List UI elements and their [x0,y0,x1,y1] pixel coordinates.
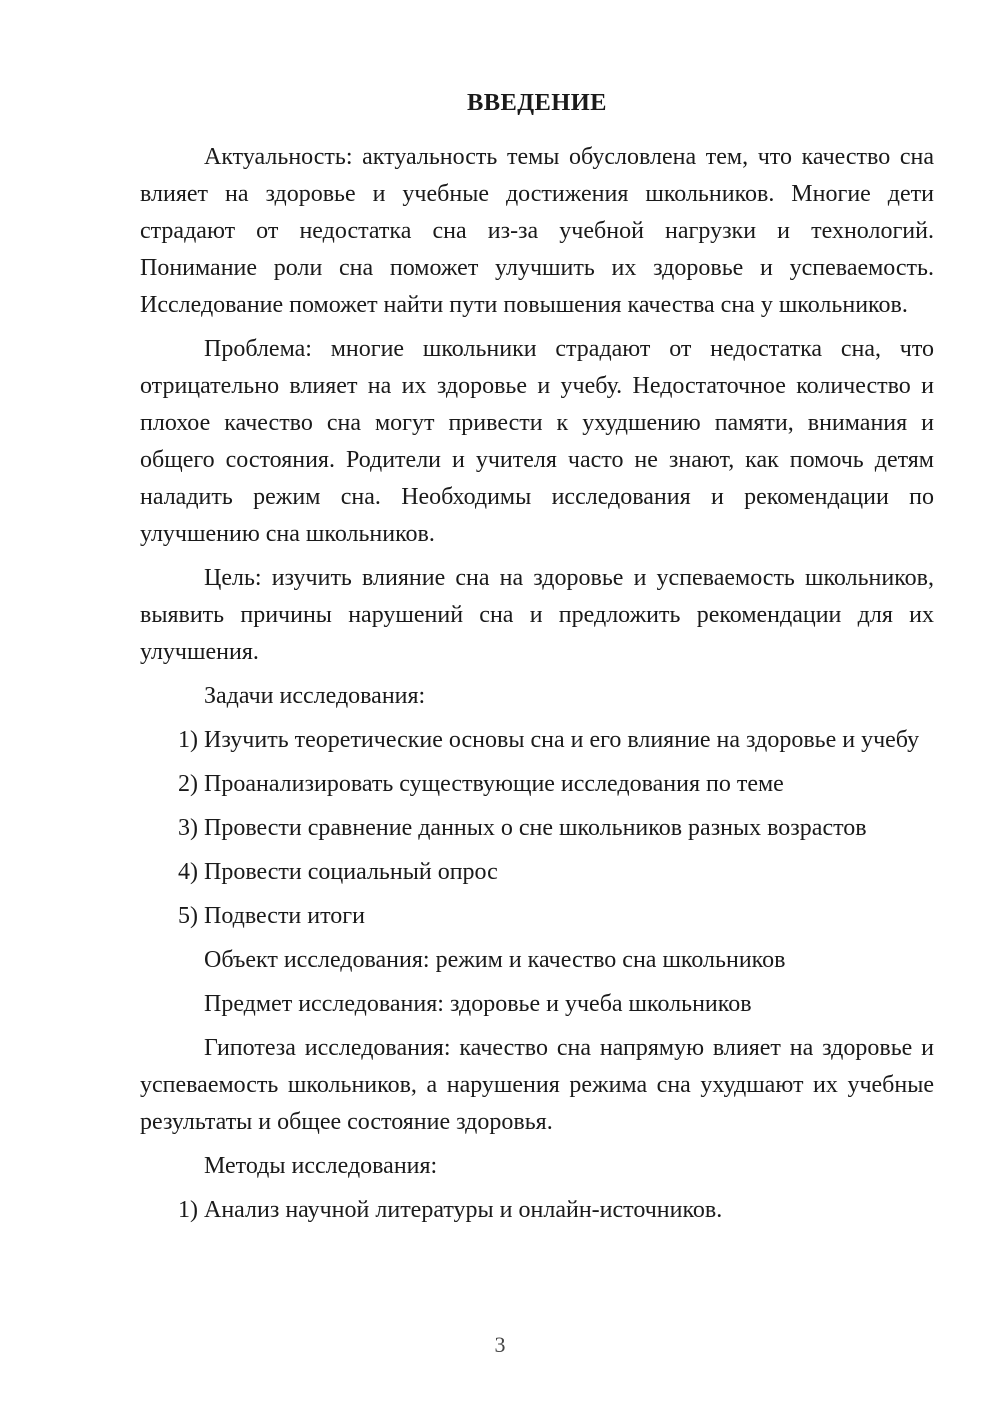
paragraph-hypothesis: Гипотеза исследования: качество сна напрямую влияет на здоровье и успеваемость школьников, а нарушения режима сна ухудшают их учебные результаты и общее состояние здоровья. [140,1035,934,1136]
page-number: 3 [494,1332,506,1357]
task-list-item: 5) Подвести итоги [178,903,365,930]
task-list-item: 1) Изучить теоретические основы сна и его влияние на здоровье и учебу [178,727,920,754]
paragraph-problem: Проблема: многие школьники страдают от недостатка сна, что отрицательно влияет на их здоровье и учебу. Недостаточное количество и плохое качество сна могут привести к ухудшению памяти, внимания и общего состояния. Родители и учителя часто не знают, как помочь детям наладить режим сна. Необходимы исследования и рекомендации по улучшению сна школьников. [140,336,934,548]
paragraph-object-of-study: Объект исследования: режим и качество сна школьников [204,947,786,974]
page-content [140,88,934,1236]
paragraph-relevance: Актуальность: актуальность темы обусловлена тем, что качество сна влияет на здоровье и учебные достижения школьников. Многие дети страдают от недостатка сна из-за учебной нагрузки и технологий. Понимание роли сна поможет улучшить их здоровье и успеваемость. Исследование поможет найти пути повышения качества сна у школьников. [140,144,934,319]
task-list-item: 4) Провести социальный опрос [178,859,498,886]
task-list-item: 2) Проанализировать существующие исследования по теме [178,771,784,798]
heading-methods: Методы исследования: [204,1153,438,1180]
method-list-item: 1) Анализ научной литературы и онлайн-источников. [178,1197,723,1224]
paragraph-goal: Цель: изучить влияние сна на здоровье и успеваемость школьников, выявить причины нарушений сна и предложить рекомендации для их улучшения. [140,565,934,666]
paragraph-subject-of-study: Предмет исследования: здоровье и учеба школьников [204,991,752,1018]
page-title: ВВЕДЕНИЕ [467,89,607,116]
task-list-item: 3) Провести сравнение данных о сне школьников разных возрастов [178,815,867,842]
heading-tasks: Задачи исследования: [204,683,426,710]
